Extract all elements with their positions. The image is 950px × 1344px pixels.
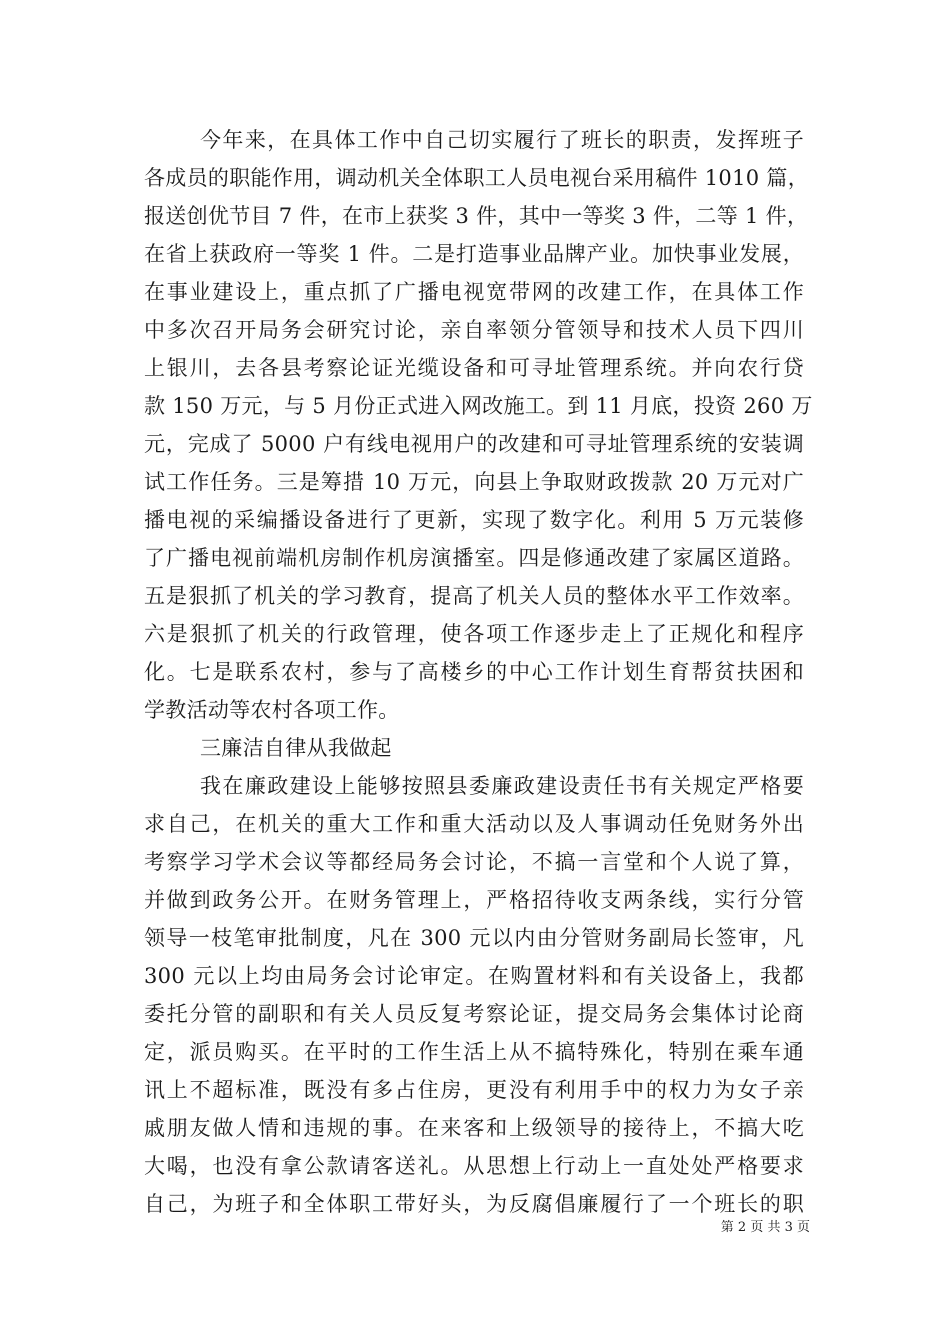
text-line: 自己，为班子和全体职工带好头，为反腐倡廉履行了一个班长的职 [144,1192,804,1216]
text-line: 五是狠抓了机关的学习教育，提高了机关人员的整体水平工作效率。 [144,584,804,608]
text-line: 考察学习学术会议等都经局务会讨论，不搞一言堂和个人说了算， [144,850,804,874]
text-line: 讯上不超标准，既没有多占住房，更没有利用手中的权力为女子亲 [144,1078,804,1102]
text-line: 了广播电视前端机房制作机房演播室。四是修通改建了家属区道路。 [144,546,804,570]
text-line: 中多次召开局务会研究讨论，亲自率领分管领导和技术人员下四川 [144,318,804,342]
text-line: 并做到政务公开。在财务管理上，严格招待收支两条线，实行分管 [144,888,804,912]
text-line: 上银川，去各县考察论证光缆设备和可寻址管理系统。并向农行贷 [144,356,804,380]
text-line: 领导一枝笔审批制度，凡在 300 元以内由分管财务副局长签审，凡 [144,926,804,950]
text-line: 大喝，也没有拿公款请客送礼。从思想上行动上一直处处严格要求 [144,1154,804,1178]
text-line: 委托分管的副职和有关人员反复考察论证，提交局务会集体讨论商 [144,1002,804,1026]
text-line: 戚朋友做人情和违规的事。在来客和上级领导的接待上，不搞大吃 [144,1116,804,1140]
text-line: 定，派员购买。在平时的工作生活上从不搞特殊化，特别在乘车通 [144,1040,804,1064]
text-line: 报送创优节目 7 件，在市上获奖 3 件，其中一等奖 3 件，二等 1 件， [144,204,809,228]
text-line: 六是狠抓了机关的行政管理，使各项工作逐步走上了正规化和程序 [144,622,804,646]
text-line: 化。七是联系农村，参与了高楼乡的中心工作计划生育帮贫扶困和 [144,660,804,684]
text-line: 求自己，在机关的重大工作和重大活动以及人事调动任免财务外出 [144,812,804,836]
text-line: 今年来，在具体工作中自己切实履行了班长的职责，发挥班子 [200,128,804,152]
text-line: 我在廉政建设上能够按照县委廉政建设责任书有关规定严格要 [200,774,804,798]
text-line: 学教活动等农村各项工作。 [144,698,400,722]
text-line: 在事业建设上，重点抓了广播电视宽带网的改建工作，在具体工作 [144,280,804,304]
text-line: 300 元以上均由局务会讨论审定。在购置材料和有关设备上，我都 [144,964,804,988]
page-number: 第 2 页 共 3 页 [720,1220,810,1235]
text-line: 各成员的职能作用，调动机关全体职工人员电视台采用稿件 1010 篇， [144,166,809,190]
text-line: 款 150 万元，与 5 月份正式进入网改施工。到 11 月底，投资 260 万 [144,394,813,418]
text-line: 元，完成了 5000 户有线电视用户的改建和可寻址管理系统的安装调 [144,432,804,456]
section-heading: 三廉洁自律从我做起 [200,736,392,760]
text-line: 播电视的采编播设备进行了更新，实现了数字化。利用 5 万元装修 [144,508,804,532]
text-line: 试工作任务。三是筹措 10 万元，向县上争取财政拨款 20 万元对广 [144,470,804,494]
text-line: 在省上获政府一等奖 1 件。二是打造事业品牌产业。加快事业发展， [144,242,804,266]
